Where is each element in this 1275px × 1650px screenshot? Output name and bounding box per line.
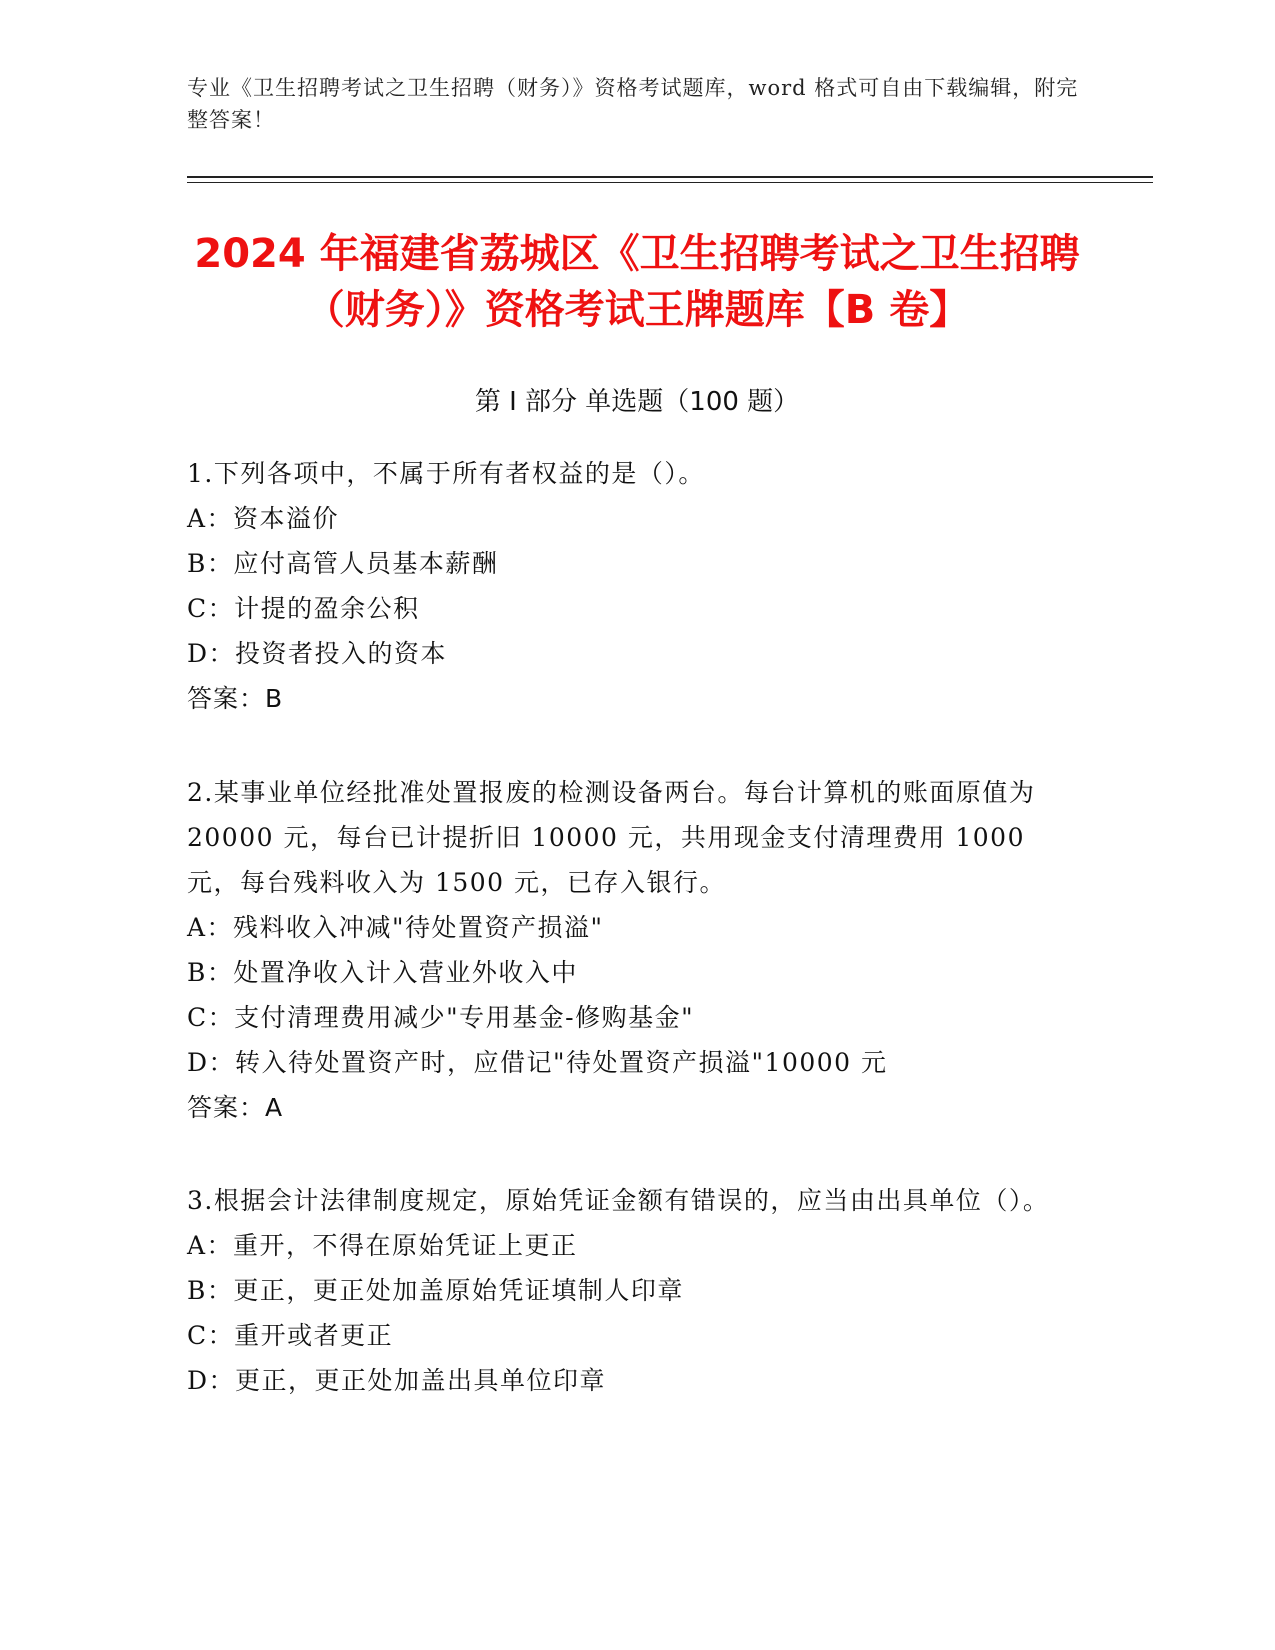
option-d: D：转入待处置资产时，应借记"待处置资产损溢"10000 元	[187, 1048, 888, 1077]
option-d: D：更正，更正处加盖出具单位印章	[187, 1366, 607, 1395]
answer: 答案：A	[187, 1093, 284, 1122]
question-2	[187, 770, 1067, 1130]
option-a: A：资本溢价	[187, 504, 340, 533]
question-stem: 3.根据会计法律制度规定，原始凭证金额有错误的，应当由出具单位（）。	[187, 1186, 1050, 1215]
option-b: B：更正，更正处加盖原始凭证填制人印章	[187, 1276, 684, 1305]
question-stem: 1.下列各项中，不属于所有者权益的是（）。	[187, 459, 705, 488]
section-heading: 第 I 部分 单选题（100 题）	[474, 387, 800, 417]
question-3	[187, 1178, 1067, 1403]
header-divider-thin	[187, 182, 1153, 183]
question-stem: 2.某事业单位经批准处置报废的检测设备两台。每台计算机的账面原值为 20000 元，每台已计提折旧 10000 元，共用现金支付清理费用 1000 元，每台残料收入为 1500 元，已存入银行。	[187, 778, 1036, 897]
option-b: B：应付高管人员基本薪酬	[187, 549, 499, 578]
option-b: B：处置净收入计入营业外收入中	[187, 958, 578, 987]
option-c: C：支付清理费用减少"专用基金-修购基金"	[187, 1003, 695, 1032]
option-a: A：残料收入冲减"待处置资产损溢"	[187, 913, 604, 942]
question-1	[187, 451, 1067, 721]
option-c: C：重开或者更正	[187, 1321, 394, 1350]
header-divider-thick	[187, 176, 1153, 178]
option-a: A：重开，不得在原始凭证上更正	[187, 1231, 578, 1260]
header-note: 专业《卫生招聘考试之卫生招聘（财务）》资格考试题库，word 格式可自由下载编辑，附完整答案！	[187, 76, 1079, 132]
option-d: D：投资者投入的资本	[187, 639, 448, 668]
option-c: C：计提的盈余公积	[187, 594, 420, 623]
document-title: 2024 年福建省荔城区《卫生招聘考试之卫生招聘（财务）》资格考试王牌题库【B 卷】	[194, 231, 1080, 333]
answer: 答案：B	[187, 684, 284, 713]
